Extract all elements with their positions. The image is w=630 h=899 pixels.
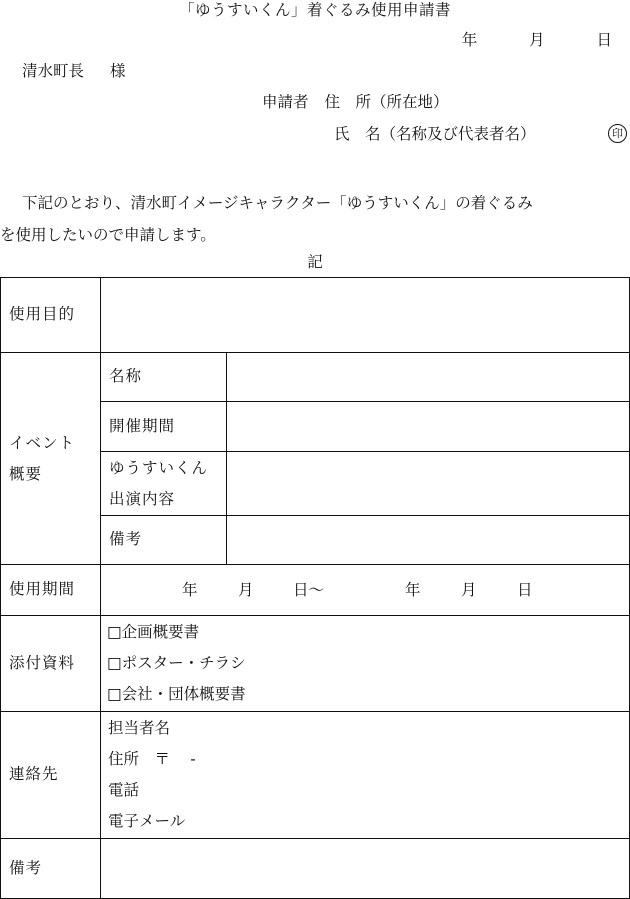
event-content-label-line-1: ゆうすいくん	[109, 458, 209, 477]
seal-mark: 印	[608, 124, 627, 143]
addressee-name: 清水町長	[22, 62, 85, 80]
contact-person-label: 担当者名	[108, 719, 171, 737]
date-month: 月	[529, 31, 545, 49]
period-day-1: 日～	[293, 581, 325, 599]
contact-label: 連絡先	[1, 712, 101, 839]
attachment-checkbox-proposal[interactable]: □企画概要書	[107, 623, 200, 641]
addressee-honorific: 様	[110, 62, 126, 80]
application-form-table	[0, 277, 630, 899]
document-title: 「ゆうすいくん」着ぐるみ使用申請書	[178, 1, 451, 19]
contact-phone-label: 電話	[108, 781, 140, 799]
attachment-checkbox-company[interactable]: □会社・団体概要書	[107, 685, 246, 703]
request-paragraph	[0, 187, 630, 251]
purpose-field[interactable]	[101, 278, 630, 353]
period-month-2: 月	[461, 581, 477, 599]
request-line-1: 下記のとおり、清水町イメージキャラクター「ゆうすいくん」の着ぐるみ	[22, 194, 533, 212]
event-dates-label: 開催期間	[101, 402, 227, 452]
event-label	[1, 353, 101, 565]
request-line-2: を使用したいので申請します。	[0, 226, 216, 244]
applicant-label: 申請者	[262, 93, 309, 111]
addressee	[22, 64, 126, 80]
applicant-address-label: 住 所（所在地）	[324, 93, 449, 111]
event-content-field[interactable]	[227, 452, 630, 516]
period-field[interactable]	[101, 565, 630, 616]
ki-heading: 記	[307, 253, 323, 271]
event-remarks-label: 備考	[101, 516, 227, 565]
date-day: 日	[596, 31, 612, 49]
contact-address-label: 住所 〒 -	[108, 750, 196, 768]
event-label-line-2: 概要	[9, 464, 43, 483]
period-year-1: 年	[182, 581, 198, 599]
event-remarks-field[interactable]	[227, 516, 630, 565]
period-year-2: 年	[405, 581, 421, 599]
event-content-label	[101, 452, 227, 516]
purpose-label: 使用目的	[1, 278, 101, 353]
period-label: 使用期間	[1, 565, 101, 616]
event-name-label: 名称	[101, 353, 227, 402]
applicant-name-label: 氏 名（名称及び代表者名）	[334, 125, 536, 143]
event-label-line-1: イベント	[9, 433, 76, 452]
attachments-label: 添付資料	[1, 616, 101, 712]
attachment-checkbox-poster[interactable]: □ポスター・チラシ	[107, 654, 246, 672]
remarks-label: 備考	[1, 839, 101, 899]
event-dates-field[interactable]	[227, 402, 630, 452]
attachments-list	[101, 616, 630, 712]
event-content-label-line-2: 出演内容	[109, 489, 176, 508]
event-name-field[interactable]	[227, 353, 630, 402]
date-year: 年	[461, 31, 478, 49]
contact-field[interactable]	[101, 712, 630, 839]
period-month-1: 月	[238, 581, 254, 599]
date-line	[462, 33, 612, 49]
remarks-field[interactable]	[101, 839, 630, 899]
applicant-address-line	[262, 95, 449, 111]
period-day-2: 日	[517, 581, 533, 599]
contact-email-label: 電子メール	[108, 812, 186, 830]
